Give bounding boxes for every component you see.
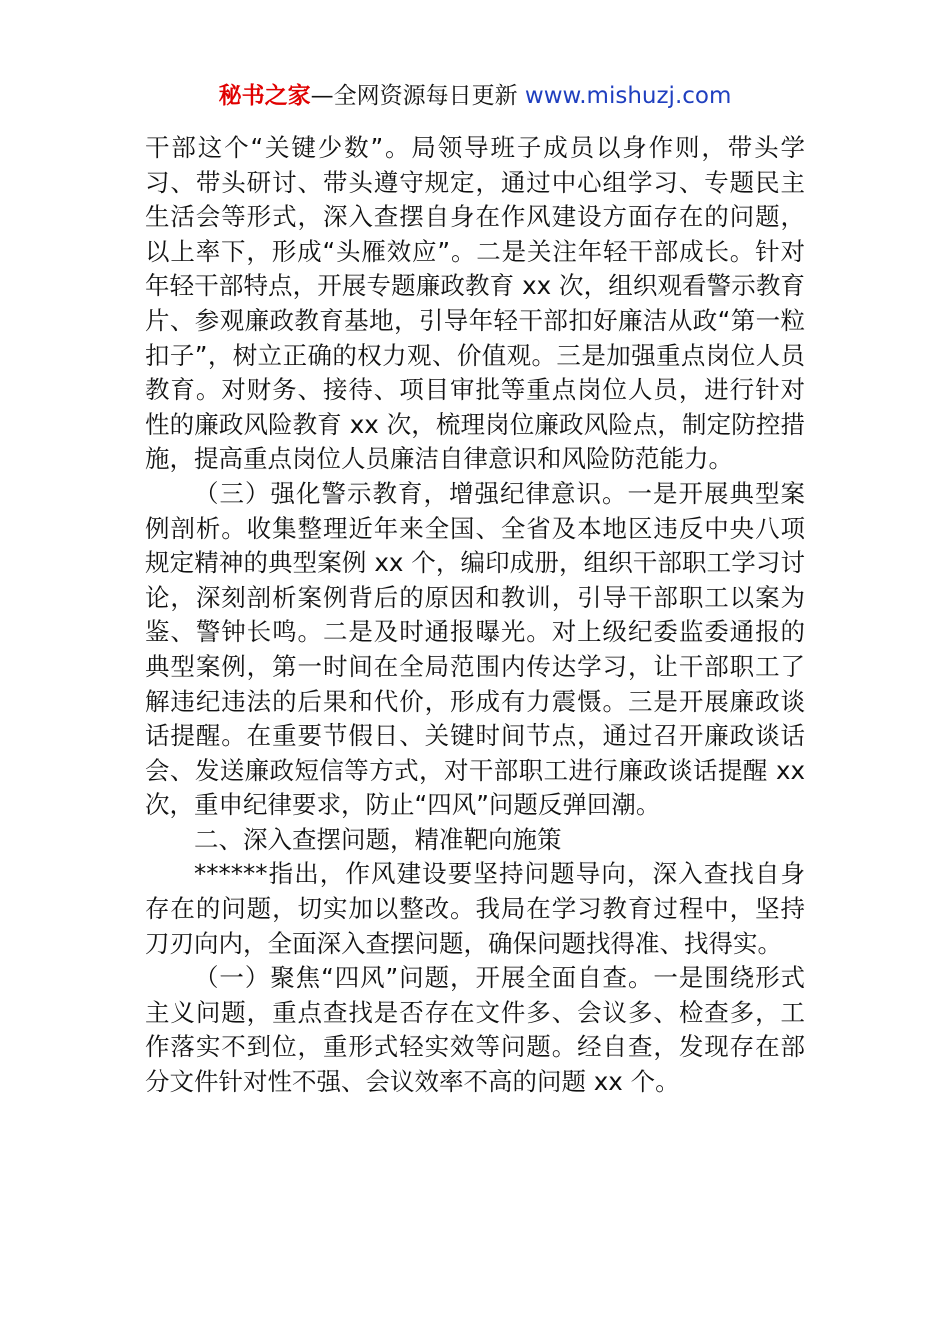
site-url: www.mishuzj.com (524, 83, 732, 109)
section-heading: 二、深入查摆问题，精准靶向施策 (194, 824, 562, 854)
paragraph-2: （三）强化警示教育，增强纪律意识。一是开展典型案例剖析。收集整理近年来全国、全省及本地区违反中央八项规定精神的典型案例 xx 个，编印成册，组织干部职工学习讨论，深刻剖析案例背后的原因和教训，引导干部职工以案为鉴、警钟长鸣。二是及时通报曝光。对上级纪委监委通报的典型案例，第一时间在全局范围内传达学习，让干部职工了解违纪违法的后果和代价，形成有力震慑。三是开展廉政谈话提醒。在重要节假日、关键时间节点，通过召开廉政谈话会、发送廉政短信等方式，对干部职工进行廉政谈话提醒 xx 次，重申纪律要求，防止“四风”问题反弹回潮。 (145, 478, 805, 820)
header-tagline: —全网资源每日更新 (310, 83, 525, 109)
document-body (145, 131, 805, 1100)
paragraph-1: 干部这个“关键少数”。局领导班子成员以身作则，带头学习、带头研讨、带头遵守规定，通过中心组学习、专题民主生活会等形式，深入查摆自身在作风建设方面存在的问题，以上率下，形成“头雁效应”。二是关注年轻干部成长。针对年轻干部特点，开展专题廉政教育 xx 次，组织观看警示教育片、参观廉政教育基地，引导年轻干部扣好廉洁从政“第一粒扣子”，树立正确的权力观、价值观。三是加强重点岗位人员教育。对财务、接待、项目审批等重点岗位人员，进行针对性的廉政风险教育 xx 次，梳理岗位廉政风险点，制定防控措施，提高重点岗位人员廉洁自律意识和风险防范能力。 (145, 133, 805, 474)
paragraph-3: ******指出，作风建设要坚持问题导向，深入查找自身存在的问题，切实加以整改。我局在学习教育过程中，坚持刀刃向内，全面深入查摆问题，确保问题找得准、找得实。 (145, 859, 805, 958)
paragraph-4: （一）聚焦“四风”问题，开展全面自查。一是围绕形式主义问题，重点查找是否存在文件多、会议多、检查多，工作落实不到位，重形式轻实效等问题。经自查，发现存在部分文件针对性不强、会议效率不高的问题 xx 个。 (145, 963, 805, 1097)
brand-name: 秘书之家 (218, 83, 311, 109)
site-header (0, 80, 950, 112)
